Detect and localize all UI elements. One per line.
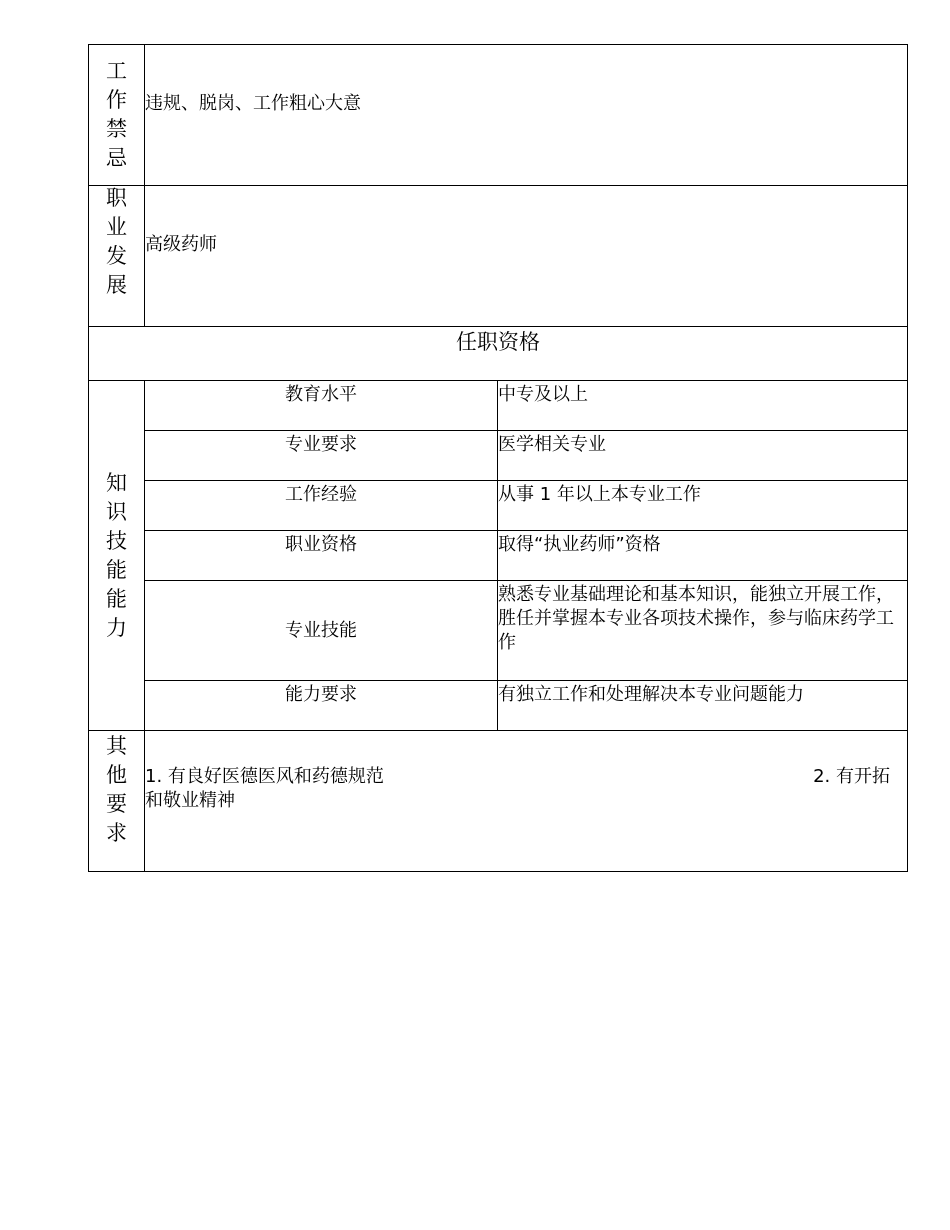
career-value [145,186,908,327]
qualification-row [89,681,908,731]
career-label [89,186,145,327]
qualification-value: 医学相关专业 [498,431,908,481]
qualification-row [89,381,908,431]
other-requirements-value [145,731,908,872]
qualification-name: 专业技能 [145,581,498,681]
qualification-name: 教育水平 [145,381,498,431]
prohibitions-label-text: 工作禁忌 [106,59,127,170]
other-requirement-1: 1. 有良好医德医风和药德规范和敬业精神 [145,766,384,811]
other-requirement-2: 2. 有开拓 [813,766,890,787]
qualification-name: 能力要求 [145,681,498,731]
qualification-value: 有独立工作和处理解决本专业问题能力 [498,681,908,731]
career-value-text: 高级药师 [145,234,217,255]
other-label [89,731,145,872]
qualifications-title: 任职资格 [89,327,908,381]
qualification-row [89,481,908,531]
qualification-name: 专业要求 [145,431,498,481]
prohibitions-row [89,45,908,186]
prohibitions-label [89,45,145,186]
qualification-row [89,431,908,481]
qualification-row [89,531,908,581]
prohibitions-value-text: 违规、脱岗、工作粗心大意 [145,93,361,114]
skills-group-label [89,381,145,731]
qualification-name: 职业资格 [145,531,498,581]
qualification-value: 从事 1 年以上本专业工作 [498,481,908,531]
qualifications-header-row [89,327,908,381]
career-label-text: 职业发展 [106,186,127,297]
job-requirements-table [88,44,908,872]
job-description-sheet [88,44,907,872]
qualification-value: 中专及以上 [498,381,908,431]
other-requirements-row [89,731,908,872]
qualification-name: 工作经验 [145,481,498,531]
skills-group-label-text: 知识技能能力 [106,470,127,640]
career-row [89,186,908,327]
qualification-value: 熟悉专业基础理论和基本知识，能独立开展工作，胜任并掌握本专业各项技术操作，参与临床药学工作 [498,581,908,681]
qualification-value: 取得“执业药师”资格 [498,531,908,581]
other-label-text: 其他要求 [106,734,127,845]
qualification-row [89,581,908,681]
prohibitions-value [145,45,908,186]
